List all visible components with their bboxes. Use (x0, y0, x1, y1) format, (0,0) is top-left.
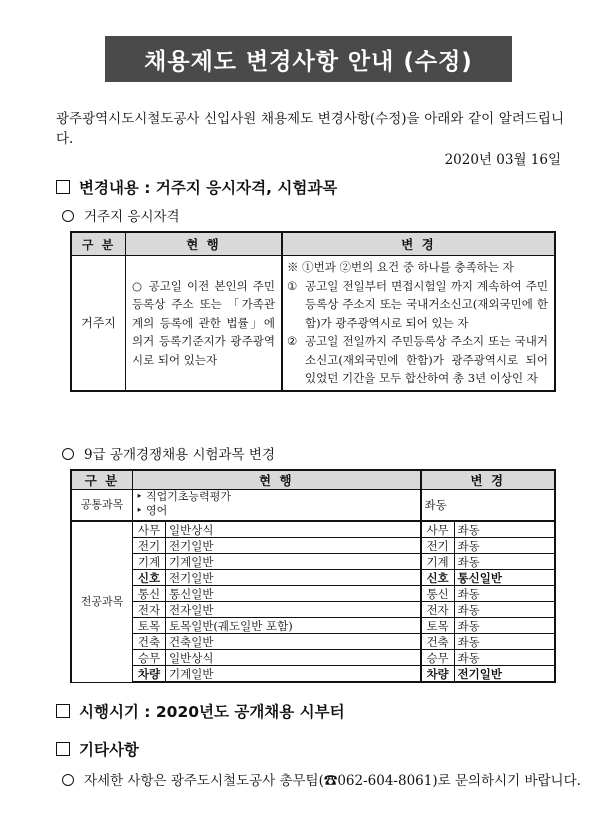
field-cell: 사무 (133, 521, 166, 538)
new-field-cell: 기계 (421, 554, 455, 570)
header-current: 현 행 (133, 470, 421, 490)
header-category: 구 분 (71, 232, 126, 256)
new-field-cell: 차량 (421, 666, 455, 683)
new-subject-cell: 좌동 (454, 521, 555, 538)
new-subject-cell: 좌동 (454, 586, 555, 602)
new-subject-cell: 좌동 (454, 602, 555, 618)
common-label: 공통과목 (71, 490, 133, 522)
subject-cell: 건축일반 (166, 634, 421, 650)
changed-rule-cell (282, 256, 555, 391)
field-cell: 전자 (133, 602, 166, 618)
subject-cell: 전기일반 (166, 538, 421, 554)
table-row (71, 618, 555, 634)
checkbox-square-icon (56, 180, 70, 194)
major-label: 전공과목 (71, 521, 133, 682)
circle-bullet-icon (62, 210, 74, 222)
page-title-text: 채용제도 변경사항 안내 (수정) (144, 48, 473, 75)
circle-bullet-icon (62, 774, 74, 786)
new-field-cell: 통신 (421, 586, 455, 602)
table-row (71, 586, 555, 602)
subject-cell: 기계일반 (166, 666, 421, 683)
new-field-cell: 토목 (421, 618, 455, 634)
header-change: 변 경 (421, 470, 555, 490)
new-subject-cell: 통신일반 (454, 570, 555, 586)
new-field-cell: 승무 (421, 650, 455, 666)
new-subject-cell: 좌동 (454, 554, 555, 570)
changed-rule (283, 256, 554, 390)
table-row (71, 570, 555, 586)
residence-table (70, 231, 556, 392)
new-field-cell: 신호 (421, 570, 455, 586)
change-item-2 (287, 332, 548, 388)
new-field-cell: 전기 (421, 538, 455, 554)
page-title (105, 36, 512, 82)
field-cell: 신호 (133, 570, 166, 586)
field-cell: 통신 (133, 586, 166, 602)
subsection-title: 9급 공개경쟁채용 시험과목 변경 (84, 447, 275, 463)
current-rule: ○ 공고일 이전 본인의 주민등록상 주소 또는 「가족관계의 등록에 관한 법률」에 의거 등록기준지가 광주광역시로 되어 있는자 (132, 278, 275, 367)
section-title: 기타사항 (79, 741, 139, 759)
new-subject-cell: 좌동 (454, 634, 555, 650)
section-effective-date (56, 700, 345, 722)
new-field-cell: 건축 (421, 634, 455, 650)
header-current: 현 행 (126, 232, 283, 256)
intro-text: 광주광역시도시철도공사 신입사원 채용제도 변경사항(수정)을 아래와 같이 알려드립니다. (56, 111, 564, 147)
table-row (71, 650, 555, 666)
subject-cell: 통신일반 (166, 586, 421, 602)
checkbox-square-icon (56, 742, 70, 756)
footer-text: 자세한 사항은 광주도시철도공사 총무팀(☎062-604-8061)로 문의하시기 바랍니다. (84, 773, 581, 789)
table-row (71, 538, 555, 554)
checkbox-square-icon (56, 704, 70, 718)
new-subject-cell: 전기일반 (454, 666, 555, 683)
table-row (71, 666, 555, 683)
footer-note (62, 769, 581, 789)
subject-cell: 기계일반 (166, 554, 421, 570)
exam-subject-table (70, 469, 556, 683)
new-subject-cell: 좌동 (454, 618, 555, 634)
new-subject-cell: 좌동 (454, 650, 555, 666)
change-note: ※ ①번과 ②번의 요건 중 하나를 충족하는 자 (287, 260, 514, 274)
table-row (71, 554, 555, 570)
current-rule-cell (126, 256, 283, 391)
common-change: 좌동 (421, 490, 555, 522)
change-item-1 (287, 277, 548, 333)
field-cell: 건축 (133, 634, 166, 650)
row-label: 거주지 (71, 256, 126, 391)
notice-date: 2020년 03월 16일 (444, 152, 561, 168)
header-category: 구 분 (71, 470, 133, 490)
subject-item: ‣ 직업기초능력평가 (136, 490, 417, 504)
section-other (56, 738, 139, 760)
subject-item: ‣ 영어 (136, 504, 417, 518)
item-text: 공고일 전일까지 주민등록상 주소지 또는 국내거소신고(재외국민에 한함)가 광주광역시로 되어 있었던 기간을 모두 합산하여 총 3년 이상인 자 (305, 334, 548, 385)
table-row (71, 521, 555, 538)
subject-cell: 전기일반 (166, 570, 421, 586)
field-cell: 전기 (133, 538, 166, 554)
item-number: ① (287, 278, 298, 293)
subsection-exam-subjects (62, 443, 275, 463)
common-current (133, 490, 421, 522)
item-number: ② (287, 334, 298, 348)
table-row (71, 634, 555, 650)
subject-cell: 일반상식 (166, 521, 421, 538)
subject-cell: 전자일반 (166, 602, 421, 618)
section-change-content (56, 176, 337, 198)
subject-cell: 토목일반(궤도일반 포함) (166, 618, 421, 634)
field-cell: 토목 (133, 618, 166, 634)
subsection-residence (62, 205, 180, 225)
new-subject-cell: 좌동 (454, 538, 555, 554)
section-title: 변경내용 : 거주지 응시자격, 시험과목 (79, 179, 338, 197)
circle-bullet-icon (62, 448, 74, 460)
field-cell: 승무 (133, 650, 166, 666)
item-text: 공고일 전일부터 면접시험일 까지 계속하여 주민등록상 주소지 또는 국내거소신고(재외국민에 한함)가 광주광역시로 되어 있는 자 (305, 278, 548, 330)
field-cell: 차량 (133, 666, 166, 683)
section-title: 시행시기 : 2020년도 공개채용 시부터 (79, 703, 345, 721)
field-cell: 기계 (133, 554, 166, 570)
new-field-cell: 전자 (421, 602, 455, 618)
table-row (71, 602, 555, 618)
header-change: 변 경 (282, 232, 555, 256)
new-field-cell: 사무 (421, 521, 455, 538)
subject-cell: 일반상식 (166, 650, 421, 666)
subsection-title: 거주지 응시자격 (84, 209, 180, 225)
